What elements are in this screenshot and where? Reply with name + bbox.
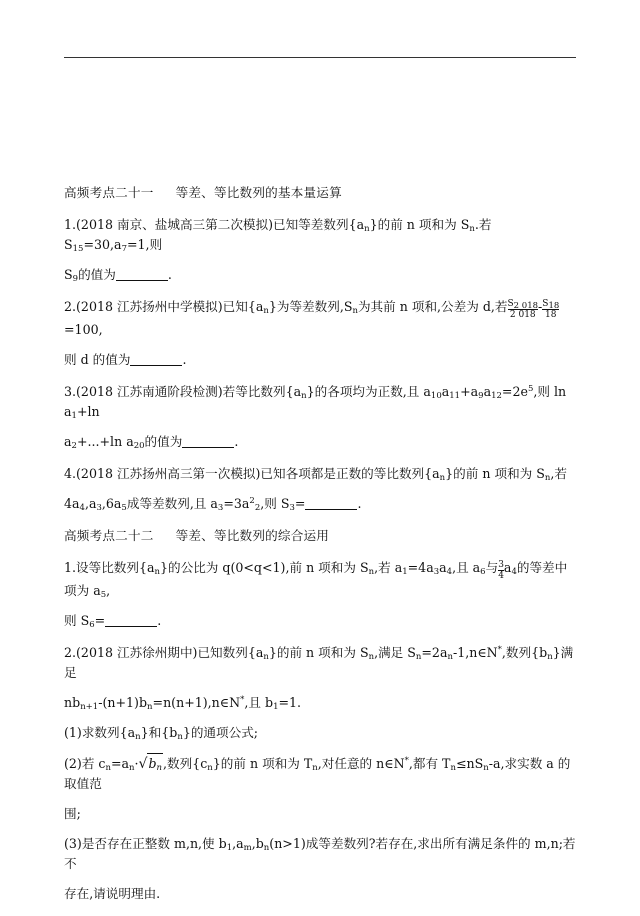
- question-2: 2.(2018 江苏扬州中学模拟)已知$\{a_n\}$为等差数列$,S_n$为其前 n 项和,公差为 d,若 $\frac{S_{2 018}}{2 018}$ - $\frac{S_{18}}{18}$ =100, 则 d 的值为 .: [64, 299, 560, 367]
- question-1: 1.(2018 南京、盐城高三第二次模拟)已知等差数列$\{a_n\}$的前 n 项和为 $S_n$.若 $S_{15}=30,a_7=1$,则 $S_9$的值为 .: [64, 217, 492, 284]
- header-rule: [64, 57, 576, 58]
- answer-blank: [182, 435, 234, 448]
- answer-blank: [105, 614, 157, 627]
- problem-2: 2.(2018 江苏徐州期中)已知数列$\{a_n\}$的前 n 项和为 $S_n$,满足 $S_n=2a_n-1,n\in N^*$,数列$\{b_n\}$满足 $nb_{n+1}-(n+1)b_n=n(n+1),n\in N^*$,且 $b_1=1$. (1)求数列$\{a_n\}$和$\{b_n\}$的通项公式; (2)若 $c_n=a_n\cdot√b_n$,数列$\{c_n\}$的前 n 项和为 $T_n$,对任意的 n∈N*,都有 $T_n\le nS_n-a$,求实数 a 的取值范 围; (3)是否存在正整数 m,n,使 $b_1,a_m,b_n(n>1)$成等差数列?若存在,求出所有满足条件的 m,n;若不 存在,请说明理由.: [64, 645, 576, 901]
- answer-blank: [116, 268, 168, 281]
- section-subtitle: 等差、等比数列的基本量运算: [175, 185, 342, 200]
- question-4: 4.(2018 江苏扬州高三第一次模拟)已知各项都是正数的等比数列$\{a_n\}$的前 n 项和为 $S_n$,若 $4a_4,a_3,6a_5$成等差数列,且 $a_3=3a^2_2$,则 $S_3=$ .: [64, 466, 567, 513]
- question-3: 3.(2018 江苏南通阶段检测)若等比数列$\{a_n\}$的各项均为正数,且 $a_{10}a_{11}+a_9a_{12}=2e^5$,则 $\ln a_1+\ln$ $a_2+...+\ln$ $a_{20}$的值为 .: [64, 384, 567, 451]
- section-title: 高频考点二十二: [64, 528, 154, 543]
- sqrt-expression: $b_n$: [147, 753, 163, 774]
- answer-blank: [130, 353, 182, 366]
- problem-1: 1.设等比数列$\{a_n\}$的公比为 q(0<q<1),前 n 项和为 $S_n$,若 $a_1=4a_3a_4$,且 $a_6$与 $\frac{3}{4}$ $a_4$的等差中项为 $a_5$, 则 $S_6=$ .: [64, 560, 568, 630]
- fraction: $\frac{S_{18}}{18}$: [542, 299, 560, 320]
- document-body: [64, 183, 576, 916]
- answer-blank: [305, 497, 357, 510]
- section-title: 高频考点二十一: [64, 185, 154, 200]
- section-heading-2: [64, 526, 576, 546]
- fraction: $\frac{S_{2 018}}{2 018}$: [507, 299, 539, 320]
- section-heading-1: [64, 183, 576, 203]
- section-subtitle: 等差、等比数列的综合运用: [175, 528, 330, 543]
- fraction: $\frac{3}{4}$: [498, 560, 504, 581]
